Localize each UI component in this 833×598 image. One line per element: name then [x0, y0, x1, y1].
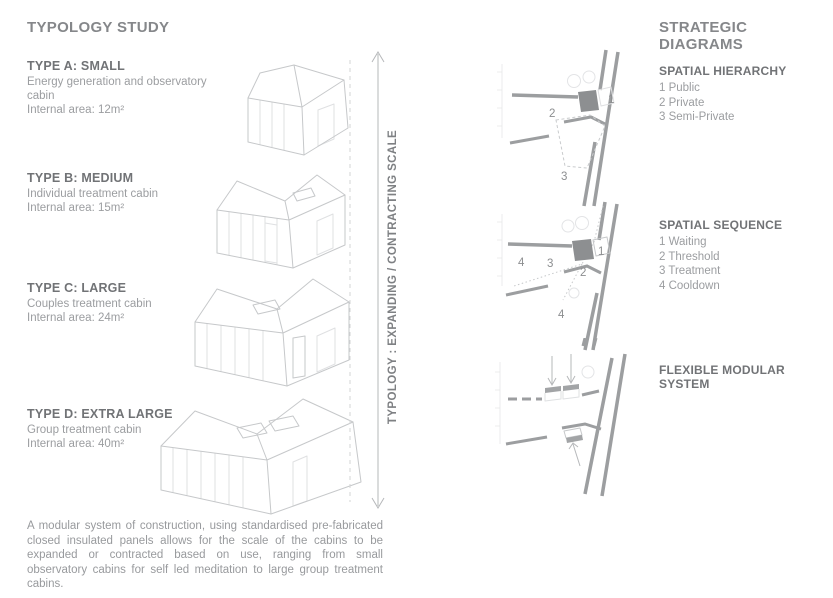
construction-paragraph: A modular system of construction, using standardised pre-fabricated closed insulated panels allows for the scale of the cabins to be expanded or contracted based on use, ranging from small observatory cabins for self led meditation to large group treatment cabins.	[27, 520, 383, 591]
typology-study-title: TYPOLOGY STUDY	[27, 19, 170, 36]
type-a-heading: TYPE A: SMALL	[27, 59, 125, 73]
type-a-desc: Energy generation and observatory cabin	[27, 76, 207, 102]
spatial-sequence-block	[659, 218, 819, 293]
spatial-sequence-diagram	[490, 200, 660, 352]
type-c-desc: Couples treatment cabin	[27, 298, 152, 310]
cabin-type-b-drawing	[205, 165, 355, 270]
diagram2-label-4b: 4	[558, 309, 565, 321]
diagram1-label-2: 2	[549, 108, 556, 120]
cabin-type-c-drawing	[185, 270, 360, 390]
type-d-area: Internal area: 40m²	[27, 438, 125, 450]
spatial-sequence-item-1: 1 Waiting	[659, 236, 707, 248]
type-b-area: Internal area: 15m²	[27, 202, 125, 214]
type-b-heading: TYPE B: MEDIUM	[27, 171, 134, 185]
diagram2-label-3: 3	[547, 258, 554, 270]
type-c-heading: TYPE C: LARGE	[27, 281, 127, 295]
flexible-modular-heading: FLEXIBLE MODULAR SYSTEM	[659, 363, 785, 391]
type-a-block	[27, 59, 237, 117]
spatial-sequence-item-2: 2 Threshold	[659, 250, 720, 263]
flexible-modular-block	[659, 363, 829, 394]
diagram2-label-4a: 4	[518, 257, 525, 269]
spatial-sequence-heading: SPATIAL SEQUENCE	[659, 218, 783, 232]
spatial-hierarchy-item-3: 3 Semi-Private	[659, 111, 735, 124]
scale-axis-label: TYPOLOGY : EXPANDING / CONTRACTING SCALE	[387, 129, 399, 425]
diagram1-label-1: 1	[608, 94, 615, 106]
type-a-area: Internal area: 12m²	[27, 104, 125, 116]
type-d-desc: Group treatment cabin	[27, 424, 142, 436]
cabin-type-a-drawing	[234, 58, 354, 158]
spatial-hierarchy-item-1: 1 Public	[659, 82, 700, 94]
type-b-desc: Individual treatment cabin	[27, 188, 159, 200]
diagram2-label-2: 2	[580, 267, 587, 279]
diagram1-label-3: 3	[561, 171, 568, 183]
flexible-modular-diagram	[490, 338, 665, 503]
spatial-sequence-item-4: 4 Cooldown	[659, 279, 720, 292]
spatial-hierarchy-block	[659, 64, 819, 125]
type-c-area: Internal area: 24m²	[27, 312, 125, 324]
spatial-sequence-item-3: 3 Treatment	[659, 265, 721, 278]
strategic-diagrams-title: STRATEGIC DIAGRAMS	[659, 19, 748, 53]
spatial-hierarchy-diagram	[492, 46, 660, 210]
diagram2-label-1: 1	[598, 246, 605, 258]
spatial-hierarchy-item-2: 2 Private	[659, 96, 705, 109]
spatial-hierarchy-heading: SPATIAL HIERARCHY	[659, 64, 787, 78]
type-d-heading: TYPE D: EXTRA LARGE	[27, 407, 173, 421]
